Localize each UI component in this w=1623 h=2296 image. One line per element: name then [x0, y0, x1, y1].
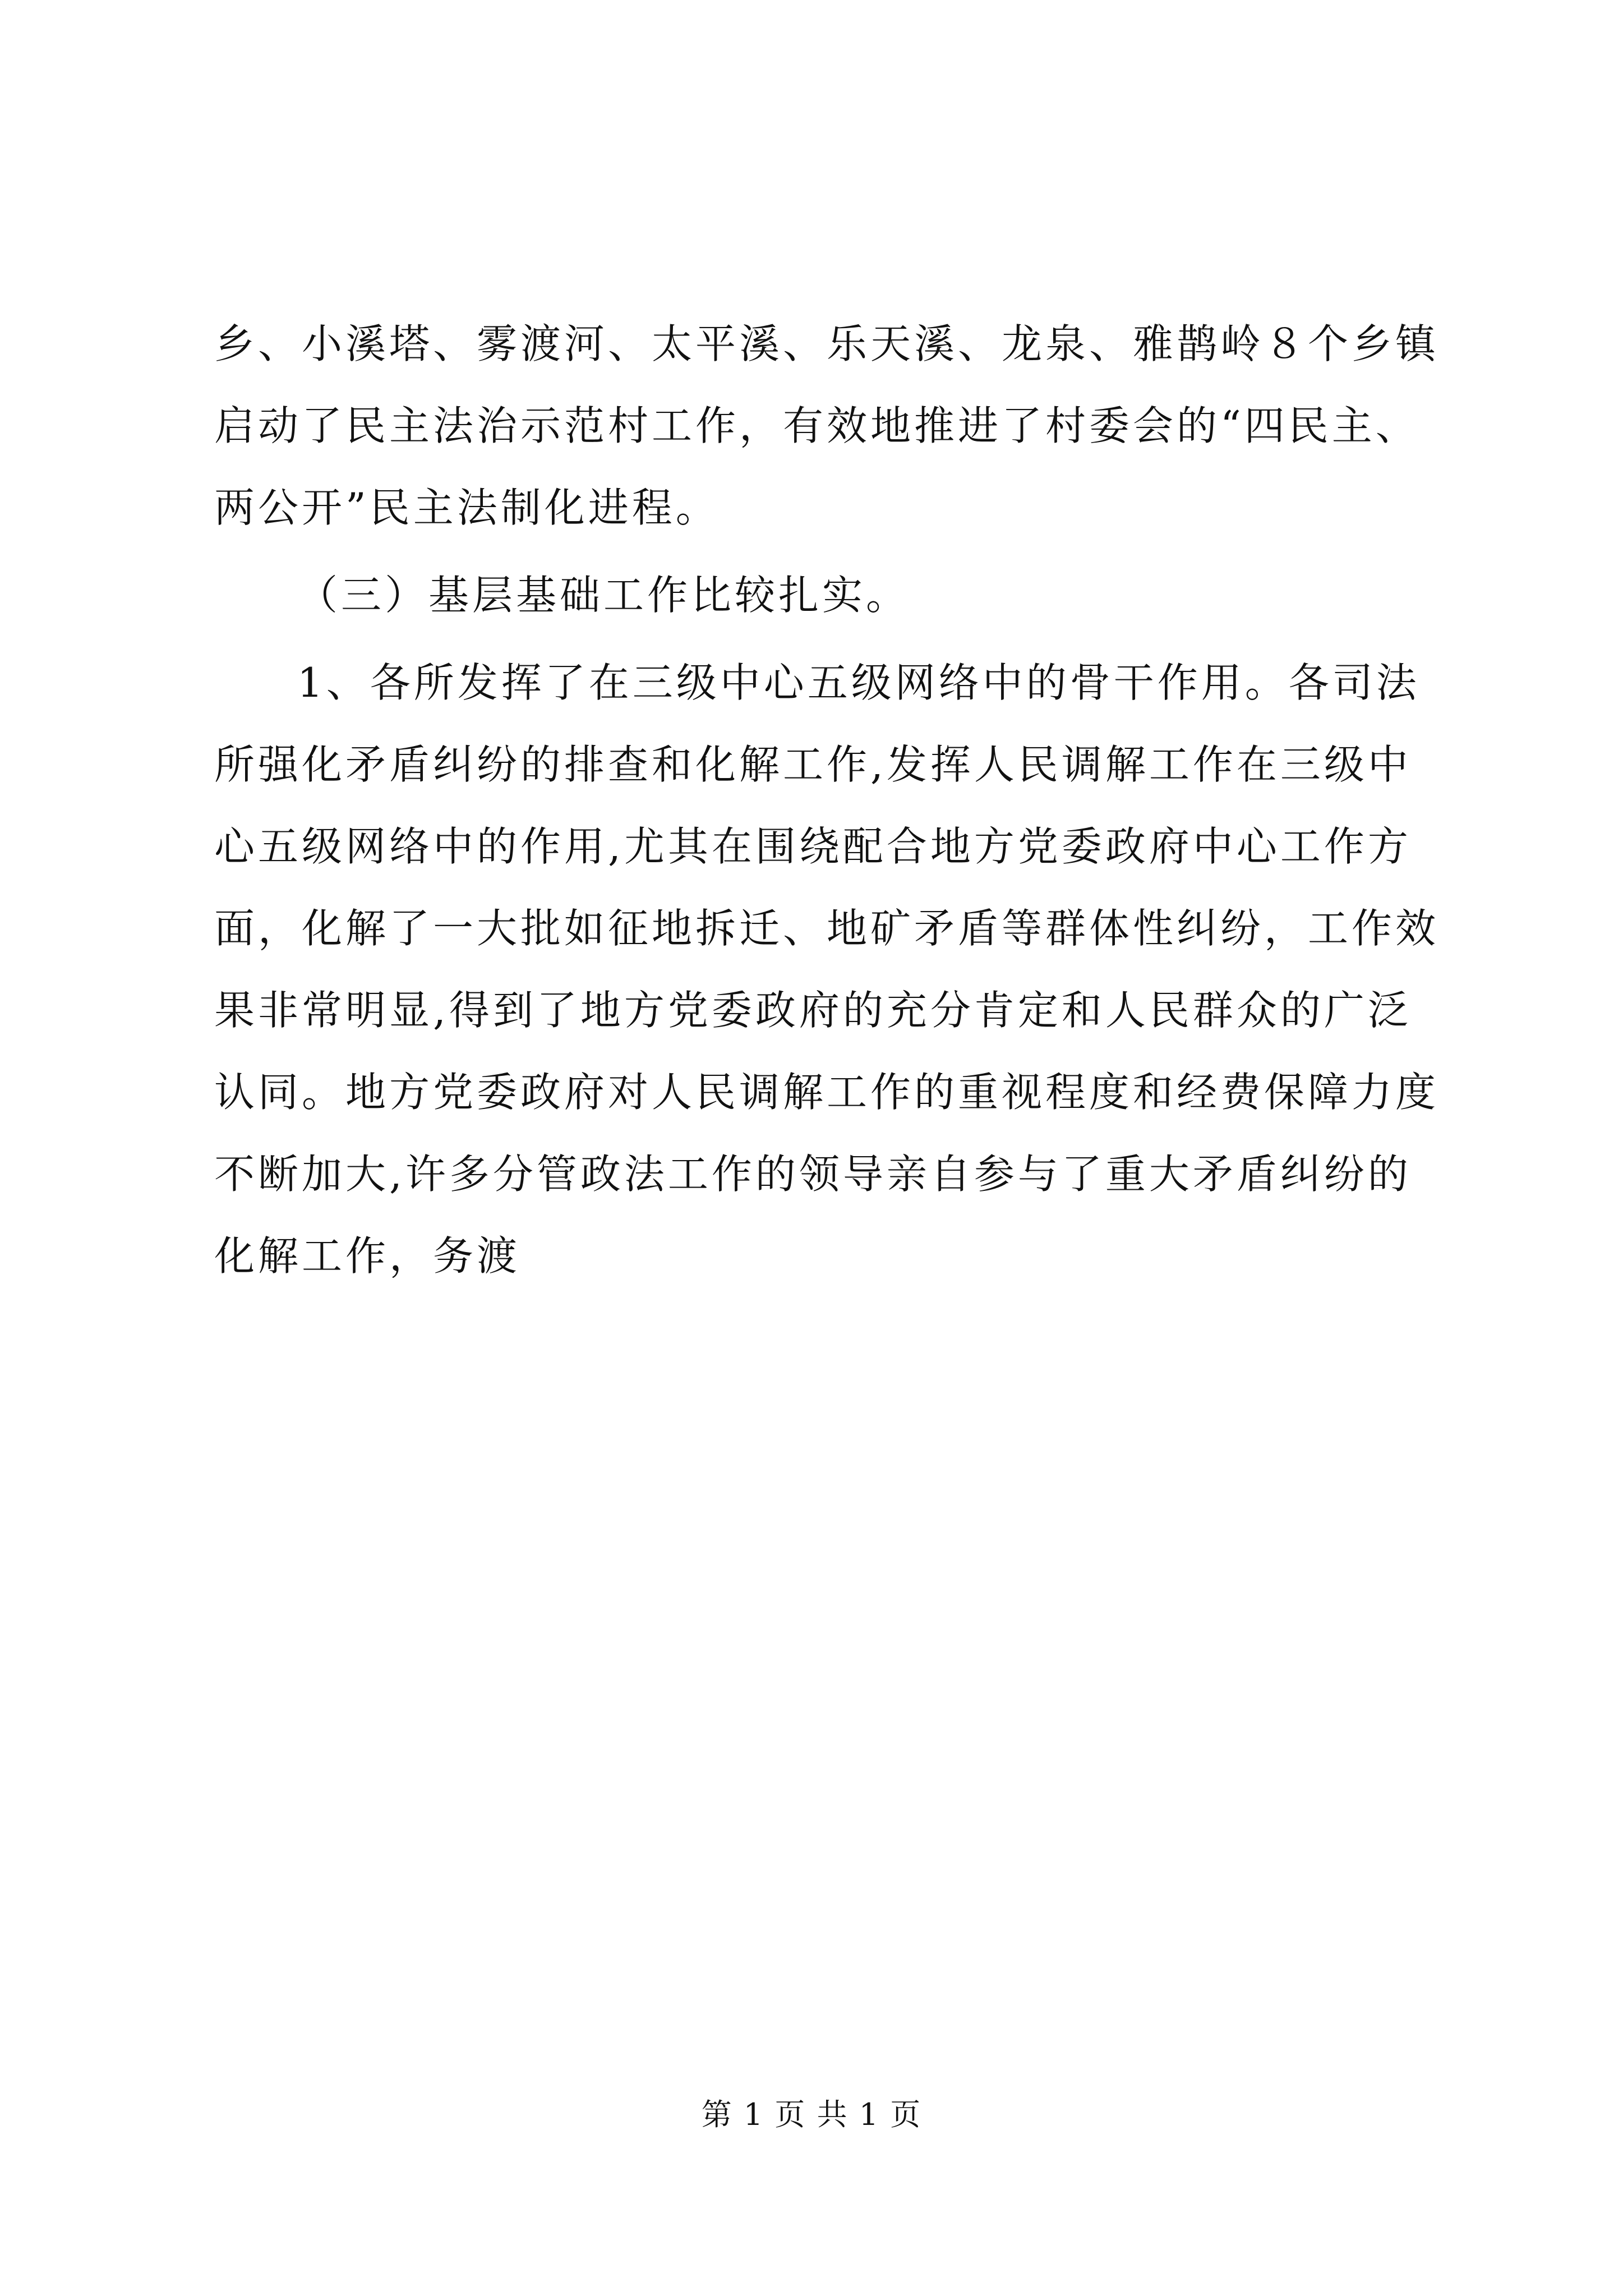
text-line: 面，化解了一大批如征地拆迁、地矿矛盾等群体性纠纷，工作效: [214, 905, 1440, 952]
document-body: [214, 303, 1440, 1297]
section-heading: [214, 554, 1420, 636]
text-line: 化解工作，务渡: [214, 1232, 521, 1280]
text-line: 乡、小溪塔、雾渡河、太平溪、乐天溪、龙泉、雅鹊岭８个乡镇: [214, 320, 1440, 367]
text-line: 心五级网络中的作用,尤其在围绕配合地方党委政府中心工作方: [214, 823, 1412, 870]
text-line: 1、各所发挥了在三级中心五级网络中的骨干作用。各司法: [297, 659, 1420, 706]
text-line: 不断加大,许多分管政法工作的领导亲自参与了重大矛盾纠纷的: [214, 1151, 1412, 1198]
paragraph-2: [214, 642, 1440, 1297]
text-line: 所强化矛盾纠纷的排查和化解工作,发挥人民调解工作在三级中: [214, 741, 1412, 788]
heading-line: （三）基层基础工作比较扎实。: [297, 572, 910, 619]
paragraph-1: [214, 303, 1440, 549]
page-footer: 第 1 页 共 1 页: [701, 2097, 922, 2132]
text-line: 启动了民主法治示范村工作，有效地推进了村委会的“四民主、: [214, 402, 1419, 449]
text-line: 两公开”民主法制化进程。: [214, 484, 720, 531]
text-line: 认同。地方党委政府对人民调解工作的重视程度和经费保障力度: [214, 1069, 1440, 1116]
text-line: 果非常明显,得到了地方党委政府的充分肯定和人民群众的广泛: [214, 987, 1412, 1034]
